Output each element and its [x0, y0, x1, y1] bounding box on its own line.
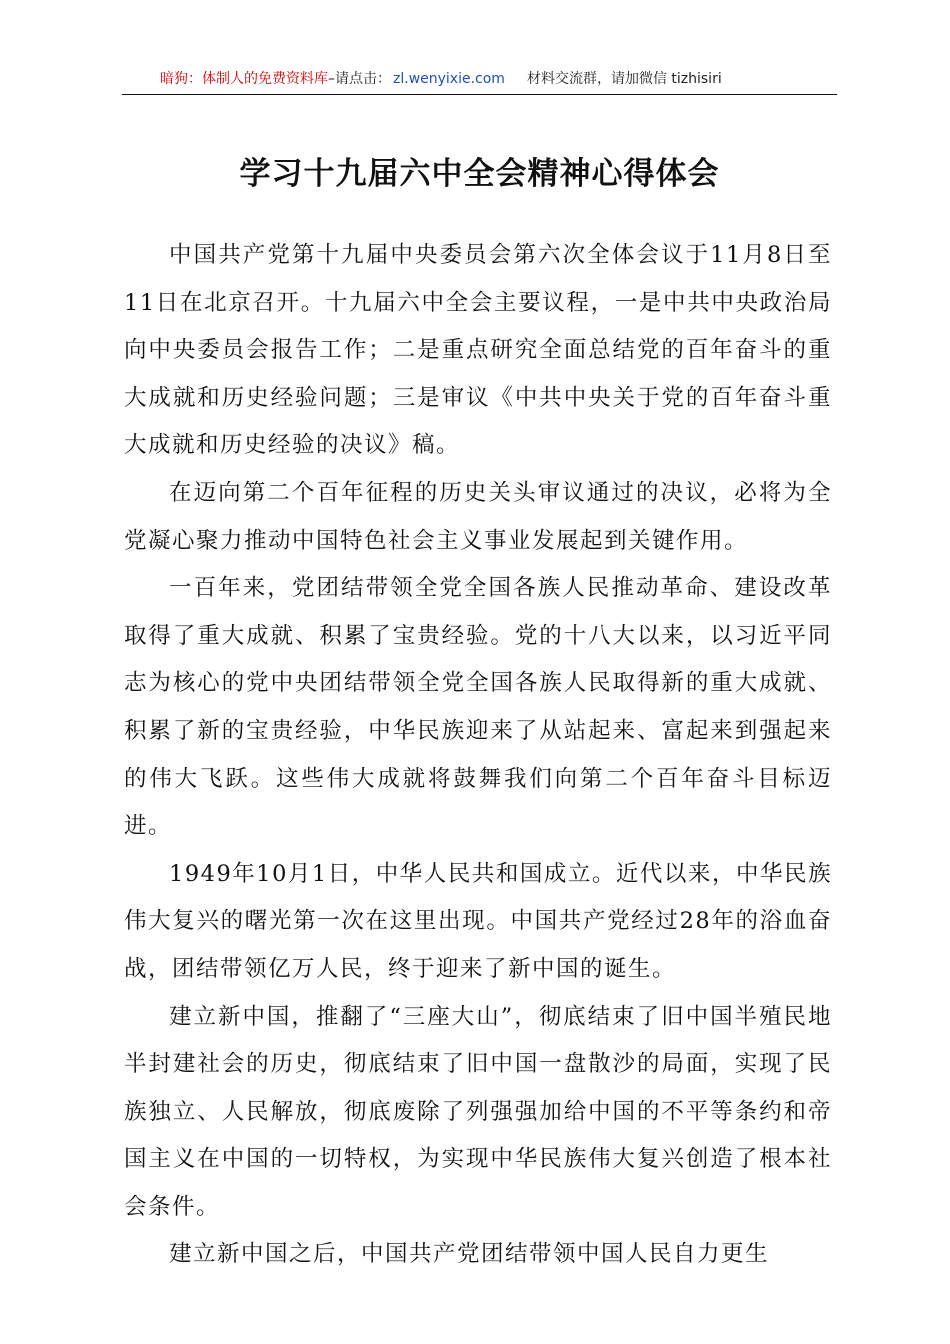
header-prompt: –请点击：	[328, 71, 391, 87]
paragraph-1: 中国共产党第十九届中央委员会第六次全体会议于11月8日至11日在北京召开。十九届六中全会主要议程，一是中共中央政治局向中央委员会报告工作；二是重点研究全面总结党的百年奋斗的重大成就和历史经验问题；三是审议《中共中央关于党的百年奋斗重大成就和历史经验的决议》稿。	[124, 242, 832, 459]
page-header	[122, 68, 837, 94]
header-link[interactable]: zl.wenyixie.com	[393, 71, 505, 87]
document-body	[124, 232, 832, 1279]
paragraph-4: 1949年10月1日，中华人民共和国成立。近代以来，中华民族伟大复兴的曙光第一次在这里出现。中国共产党经过28年的浴血奋战，团结带领亿万人民，终于迎来了新中国的诞生。	[124, 860, 832, 982]
header-brand: 暗狗：体制人的免费资料库	[160, 71, 328, 87]
paragraph-5: 建立新中国，推翻了“三座大山”，彻底结束了旧中国半殖民地半封建社会的历史，彻底结束了旧中国一盘散沙的局面，实现了民族独立、人民解放，彻底废除了列强强加给中国的不平等条约和帝国主义在中国的一切特权，为实现中华民族伟大复兴创造了根本社会条件。	[124, 1003, 832, 1220]
document-title: 学习十九届六中全会精神心得体会	[239, 156, 720, 192]
paragraph-2: 在迈向第二个百年征程的历史关头审议通过的决议，必将为全党凝心聚力推动中国特色社会主义事业发展起到关键作用。	[124, 479, 832, 554]
header-group-note: 材料交流群，请加微信 tizhisiri	[526, 71, 722, 87]
header-divider	[122, 94, 837, 95]
paragraph-6: 建立新中国之后，中国共产党团结带领中国人民自力更生	[169, 1241, 770, 1268]
paragraph-3: 一百年来，党团结带领全党全国各族人民推动革命、建设改革取得了重大成就、积累了宝贵经验。党的十八大以来，以习近平同志为核心的党中央团结带领全党全国各族人民取得新的重大成就、积累了新的宝贵经验，中华民族迎来了从站起来、富起来到强起来的伟大飞跃。这些伟大成就将鼓舞我们向第二个百年奋斗目标迈进。	[124, 575, 832, 840]
